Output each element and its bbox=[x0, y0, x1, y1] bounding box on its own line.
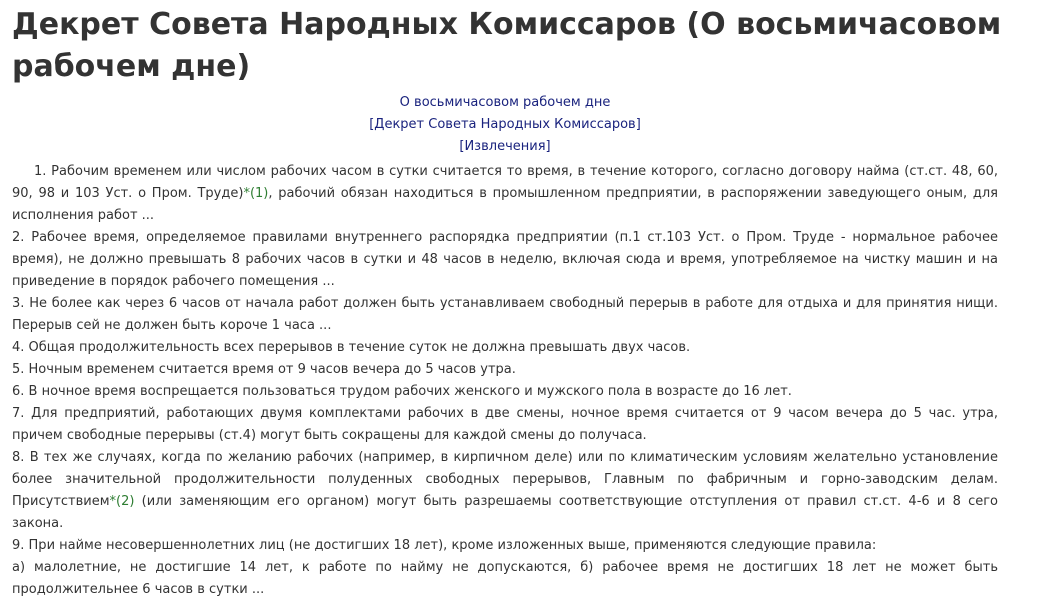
article-5: 5. Ночным временем считается время от 9 часов вечера до 5 часов утра. bbox=[12, 362, 516, 377]
footnote-link-1[interactable]: *(1) bbox=[243, 186, 269, 201]
header-extracts: [Извлечения] bbox=[459, 139, 551, 154]
document-header bbox=[12, 92, 998, 158]
article-4: 4. Общая продолжительность всех перерывов в течение суток не должна превышать двух часов. bbox=[12, 340, 691, 355]
article-1-text-b: , рабочий обязан находиться в промышленном предприятии, в распоряжении заведующего оным, для исполнения работ ... bbox=[12, 186, 998, 223]
header-subject: О восьмичасовом рабочем дне bbox=[399, 95, 611, 110]
article-6: 6. В ночное время воспрещается пользоваться трудом рабочих женского и мужского пола в возрасте до 16 лет. bbox=[12, 384, 792, 399]
article-1 bbox=[12, 161, 998, 227]
article-8-text-b: (или заменяющим его органом) могут быть разрешаемы соответствующие отступления от правил ст.ст. 4-6 и 8 сего закона. bbox=[12, 494, 998, 531]
article-8-text-a: 8. В тех же случаях, когда по желанию рабочих (например, в кирпичном деле) или по климатическим условиям желательно установление более значительной продолжительности полуденных свободных перерывов, Главным по фабричным и горно-заводским делам. Присутствием bbox=[12, 450, 998, 509]
footnote-link-2[interactable]: *(2) bbox=[109, 494, 135, 509]
header-issuer: [Декрет Совета Народных Комиссаров] bbox=[369, 117, 641, 132]
document-body bbox=[12, 161, 998, 601]
article-2: 2. Рабочее время, определяемое правилами внутреннего распорядка предприятии (п.1 ст.103 Уст. о Пром. Труде - нормальное рабочее время), не должно превышать 8 рабочих часов в сутки и 48 часов в неделю, включая сюда и время, употребляемое на чистку машин и на приведение в порядок рабочего помещения ... bbox=[12, 230, 998, 289]
page-title: Декрет Совета Народных Комиссаров (О восьмичасовом рабочем дне) bbox=[12, 7, 1002, 84]
article-8 bbox=[12, 447, 998, 535]
article-7: 7. Для предприятий, работающих двумя комплектами рабочих в две смены, ночное время считается от 9 часом вечера до 5 час. утра, причем свободные перерывы (ст.4) могут быть сокращены для каждой смены до получаса. bbox=[12, 406, 998, 443]
article-1-text-a: 1. Рабочим временем или числом рабочих часом в сутки считается то время, в течение которого, согласно договору найма (ст.ст. 48, 60, 90, 98 и 103 Уст. о Пром. Труде) bbox=[12, 164, 998, 201]
article-9: 9. При найме несовершеннолетних лиц (не достигших 18 лет), кроме изложенных выше, применяются следующие правила: bbox=[12, 538, 877, 553]
article-9-clauses: а) малолетние, не достигшие 14 лет, к работе по найму не допускаются, б) рабочее время не достигших 18 лет не может быть продолжительнее 6 часов в сутки ... bbox=[12, 560, 998, 597]
article-3: 3. Не более как через 6 часов от начала работ должен быть устанавливаем свободный перерыв в работе для отдыха и для принятия нищи. Перерыв сей не должен быть короче 1 часа ... bbox=[12, 296, 998, 333]
